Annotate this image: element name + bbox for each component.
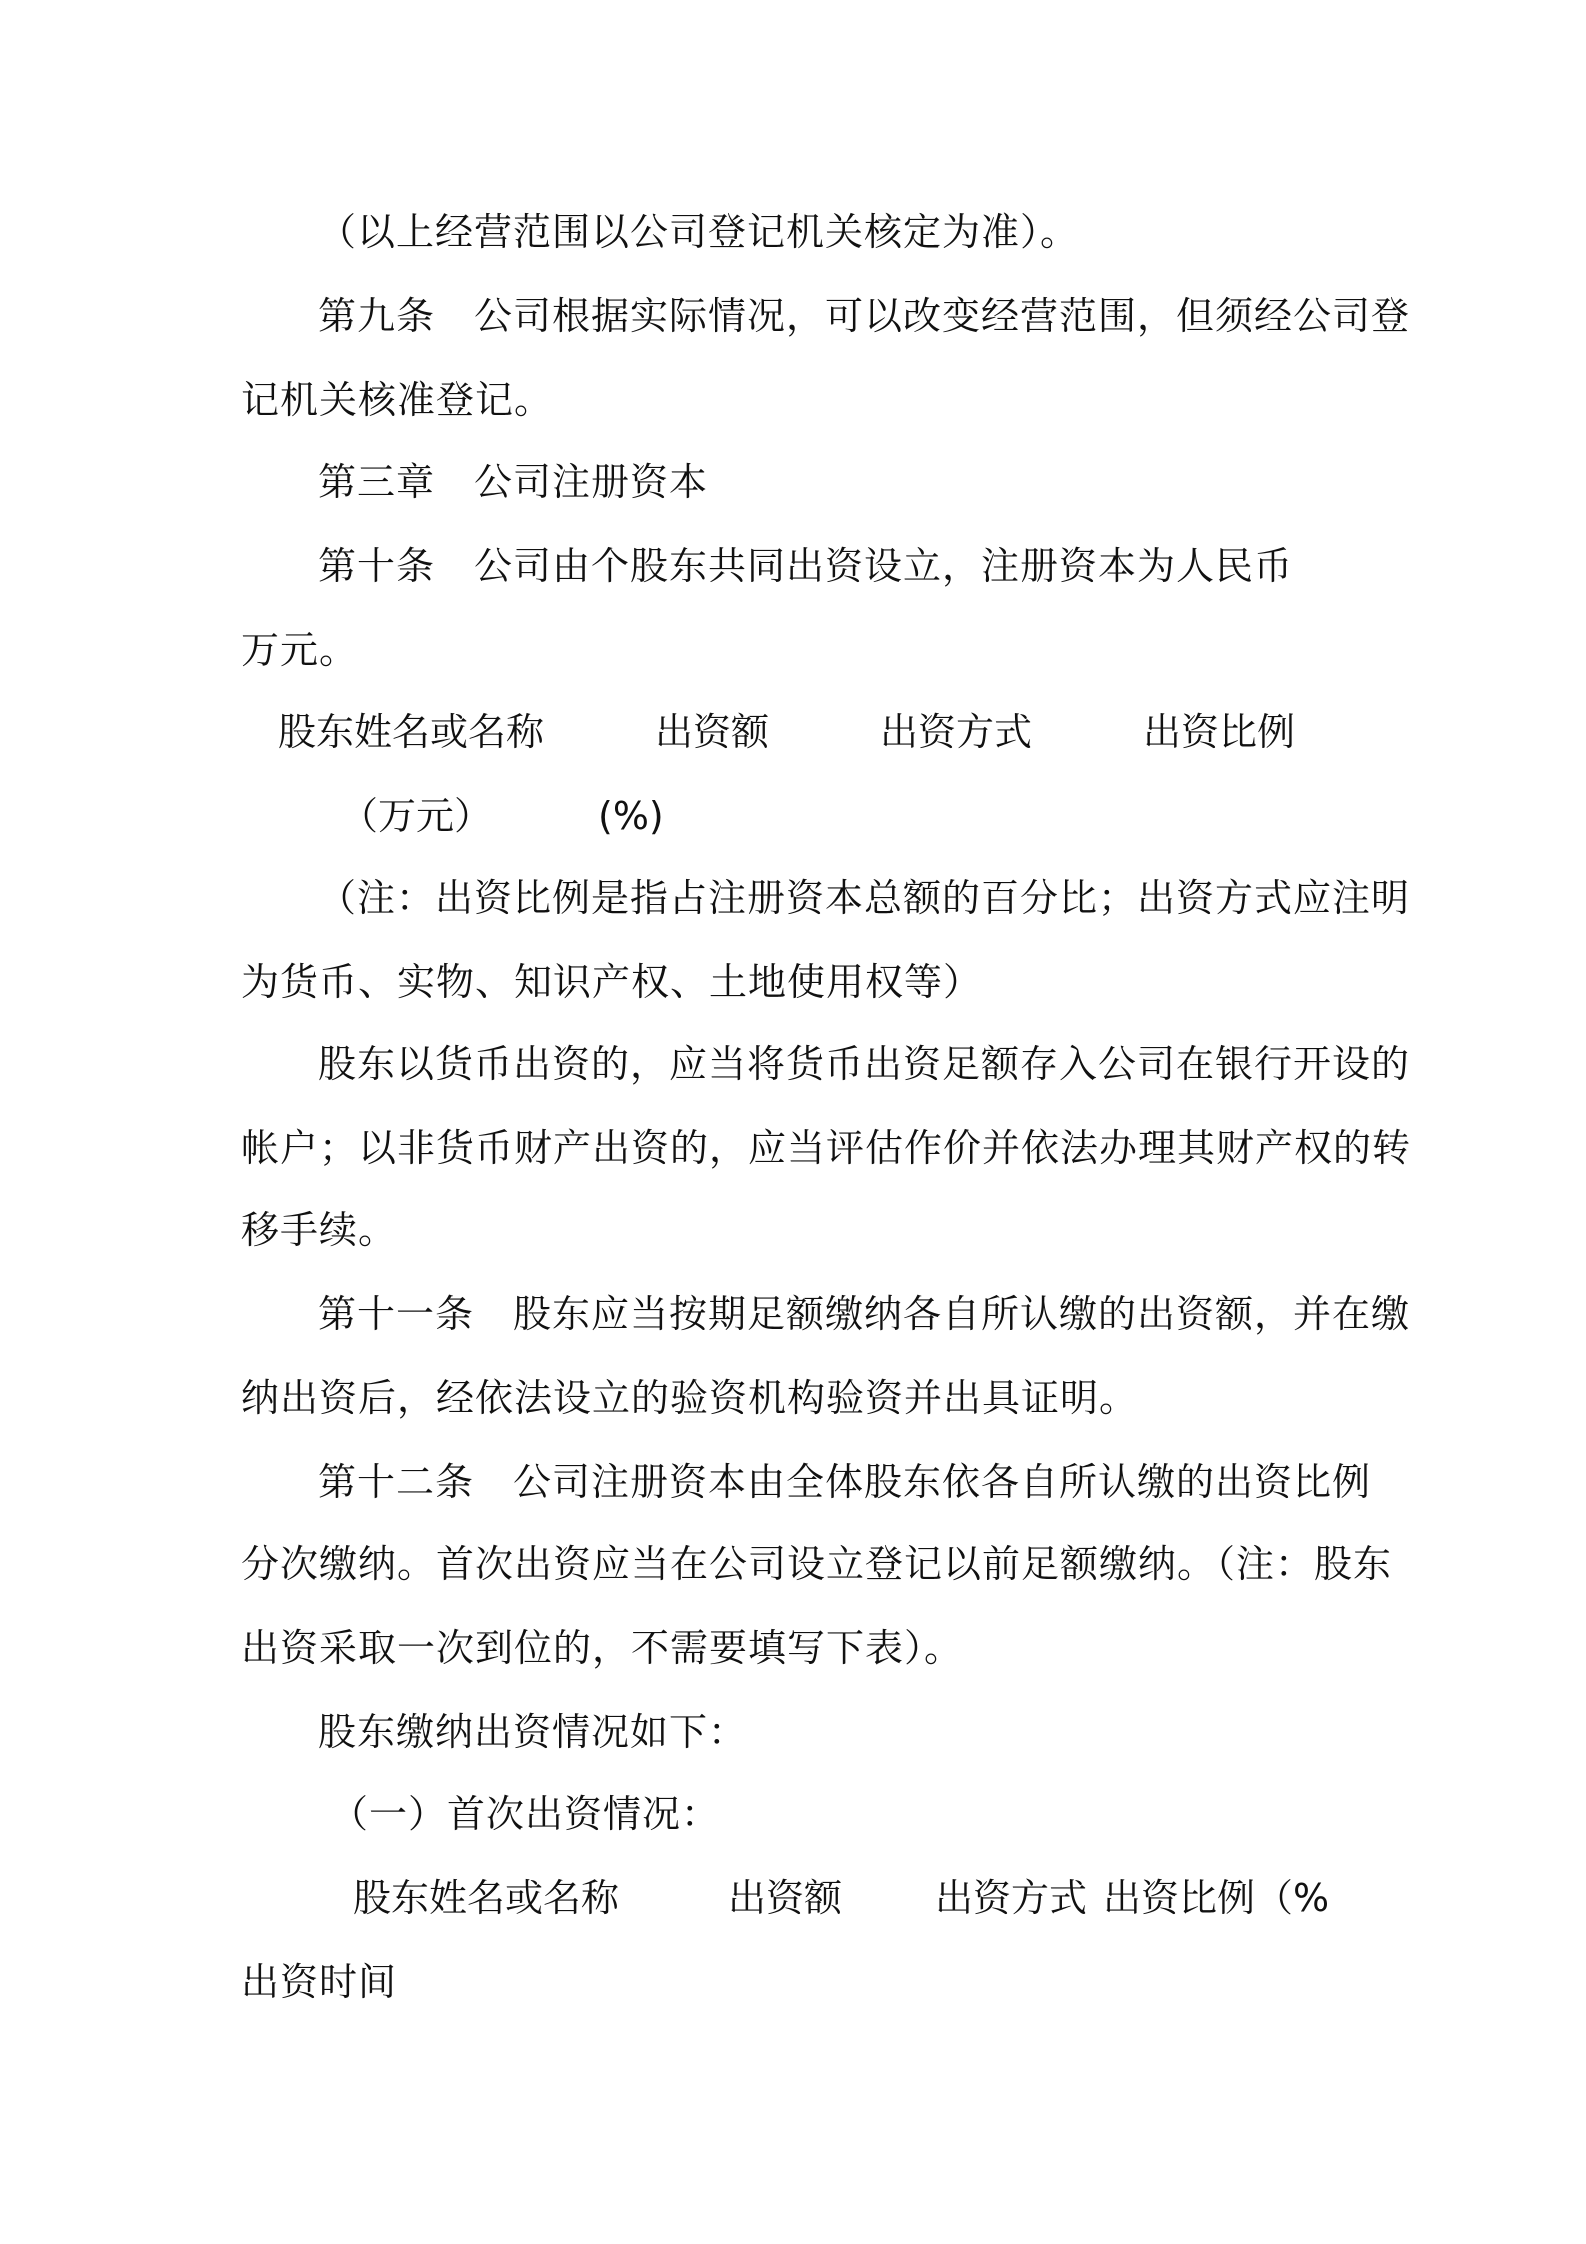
paragraph-line: 第十一条 股东应当按期足额缴纳各自所认缴的出资额，并在缴 — [318, 1292, 1411, 1336]
table-header-time: 出资时间 — [241, 1960, 398, 2004]
table-header-amount: 出资额 — [728, 1876, 843, 1920]
chapter-heading: 第三章 公司注册资本 — [318, 460, 709, 504]
paragraph-line: 万元。 — [241, 628, 359, 672]
table-subheader-percent: (%) — [598, 794, 664, 838]
paragraph-line: 纳出资后，经依法设立的验资机构验资并出具证明。 — [241, 1376, 1139, 1420]
table-header-method: 出资方式 — [935, 1876, 1088, 1920]
table-header-amount: 出资额 — [655, 710, 770, 754]
paragraph-line: 移手续。 — [241, 1208, 398, 1252]
note-line: 为货币、实物、知识产权、土地使用权等） — [241, 960, 983, 1004]
table-subheader-unit: （万元） — [340, 794, 493, 838]
table-header-ratio: 出资比例（% — [1103, 1876, 1330, 1920]
paragraph-line: （以上经营范围以公司登记机关核定为准）。 — [318, 210, 1080, 254]
paragraph-line: 帐户；以非货币财产出资的，应当评估作价并依法办理其财产权的转 — [241, 1126, 1412, 1170]
table-header-shareholder: 股东姓名或名称 — [278, 710, 545, 754]
paragraph-line: 出资采取一次到位的，不需要填写下表）。 — [241, 1626, 964, 1670]
table-header-method: 出资方式 — [880, 710, 1033, 754]
table-header-ratio: 出资比例 — [1143, 710, 1296, 754]
paragraph-line: 记机关核准登记。 — [241, 378, 554, 422]
paragraph-line: 第九条 公司根据实际情况，可以改变经营范围，但须经公司登 — [318, 294, 1411, 338]
paragraph-line: 股东缴纳出资情况如下： — [318, 1710, 748, 1754]
subsection-heading: （一）首次出资情况： — [330, 1792, 721, 1836]
paragraph-line: 第十二条 公司注册资本由全体股东依各自所认缴的出资比例 — [318, 1460, 1372, 1504]
paragraph-line: 分次缴纳。首次出资应当在公司设立登记以前足额缴纳。（注：股东 — [241, 1542, 1393, 1586]
paragraph-line: 第十条 公司由个股东共同出资设立，注册资本为人民币 — [318, 544, 1294, 588]
note-line: （注：出资比例是指占注册资本总额的百分比；出资方式应注明 — [318, 876, 1411, 920]
table-header-shareholder: 股东姓名或名称 — [353, 1876, 620, 1920]
paragraph-line: 股东以货币出资的，应当将货币出资足额存入公司在银行开设的 — [318, 1042, 1411, 1086]
